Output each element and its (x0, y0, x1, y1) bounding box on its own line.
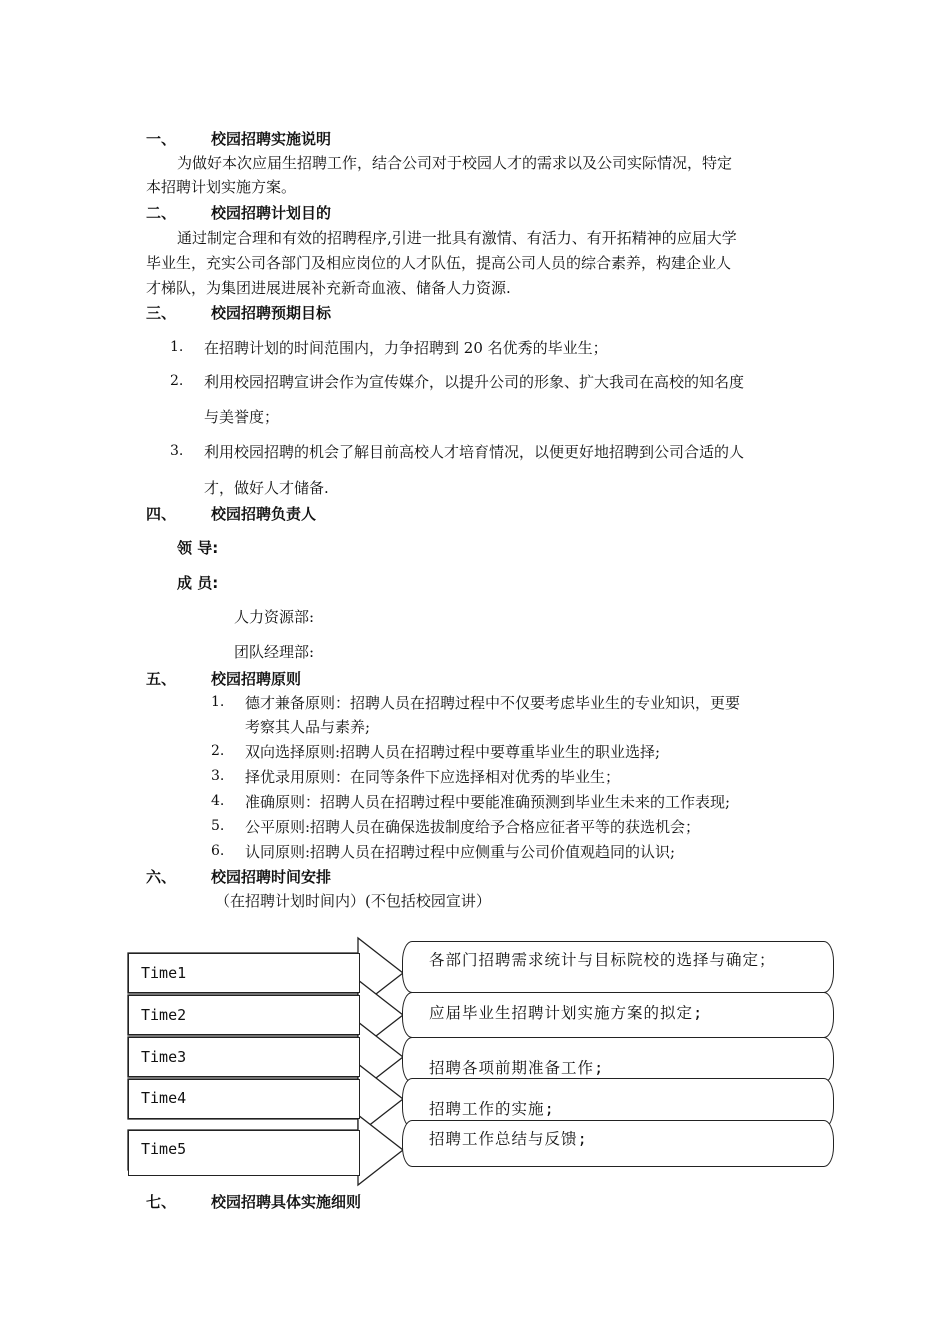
s5-item-5-text: 公平原则:招聘人员在确保选拔制度给予合格应征者平等的获选机会； (245, 818, 701, 836)
s2-line3: 才梯队，为集团进展进展补充新奇血液、储备人力资源. (146, 279, 511, 297)
hr-dept-label: 人力资源部: (234, 608, 315, 626)
s6-note: （在招聘计划时间内）(不包括校园宣讲） (215, 892, 491, 910)
timeline-time-4: Time4 (128, 1079, 360, 1119)
s2-line2: 毕业生，充实公司各部门及相应岗位的人才队伍，提高公司人员的综合素养，构建企业人 (146, 254, 732, 272)
s1-line2: 本招聘计划实施方案。 (146, 178, 297, 196)
s5-item-3-text: 择优录用原则：在同等条件下应选择相对优秀的毕业生； (245, 768, 621, 786)
timeline-time-3: Time3 (128, 1037, 360, 1077)
s3-item-1-num: 1. (170, 339, 184, 355)
s3-item-2-text: 利用校园招聘宣讲会作为宣传媒介，以提升公司的形象、扩大我司在高校的知名度 (204, 373, 745, 391)
s5-item-1-text: 德才兼备原则：招聘人员在招聘过程中不仅要考虑毕业生的专业知识，更要 (245, 694, 741, 712)
s5-item-4-num: 4. (211, 793, 225, 809)
s3-item-3-text: 利用校园招聘的机会了解目前高校人才培育情况，以便更好地招聘到公司合适的人 (204, 443, 745, 461)
s5-item-1-num: 1. (211, 694, 225, 710)
s5-item-1-text-cont: 考察其人品与素养; (245, 718, 371, 736)
timeline-time-5: Time5 (128, 1130, 360, 1176)
s5-item-4-text: 准确原则：招聘人员在招聘过程中要能准确预测到毕业生未来的工作表现; (245, 793, 731, 811)
s5-item-6-text: 认同原则:招聘人员在招聘过程中应侧重与公司价值观趋同的认识; (245, 843, 676, 861)
timeline-task-4: 招聘工作的实施; (402, 1078, 834, 1128)
s5-item-2-text: 双向选择原则:招聘人员在招聘过程中要尊重毕业生的职业选择; (245, 743, 661, 761)
s3-item-2-text-cont: 与美誉度； (204, 408, 280, 426)
timeline-time-2: Time2 (128, 995, 360, 1035)
s3-item-2-num: 2. (170, 373, 184, 389)
timeline-time-1: Time1 (128, 953, 360, 993)
s5-item-3-num: 3. (211, 768, 225, 784)
s3-item-3-num: 3. (170, 443, 184, 459)
s5-item-2-num: 2. (211, 743, 225, 759)
s2-line1: 通过制定合理和有效的招聘程序,引进一批具有激情、有活力、有开拓精神的应届大学 (177, 229, 737, 247)
team-manager-label: 团队经理部: (234, 643, 315, 661)
timeline-task-1: 各部门招聘需求统计与目标院校的选择与确定； (402, 941, 834, 993)
timeline-task-5: 招聘工作总结与反馈; (402, 1120, 834, 1167)
timeline-task-2: 应届毕业生招聘计划实施方案的拟定; (402, 992, 834, 1038)
timeline-task-3: 招聘各项前期准备工作; (402, 1037, 834, 1083)
s1-line1: 为做好本次应届生招聘工作，结合公司对于校园人才的需求以及公司实际情况，特定 (177, 154, 733, 172)
s5-item-5-num: 5. (211, 818, 225, 834)
member-label: 成 员: (177, 574, 219, 592)
s5-item-6-num: 6. (211, 843, 225, 859)
s3-item-1-text: 在招聘计划的时间范围内，力争招聘到 20 名优秀的毕业生； (204, 339, 608, 357)
leader-label: 领 导: (177, 539, 219, 557)
s3-item-3-text-cont: 才，做好人才储备. (204, 479, 329, 497)
